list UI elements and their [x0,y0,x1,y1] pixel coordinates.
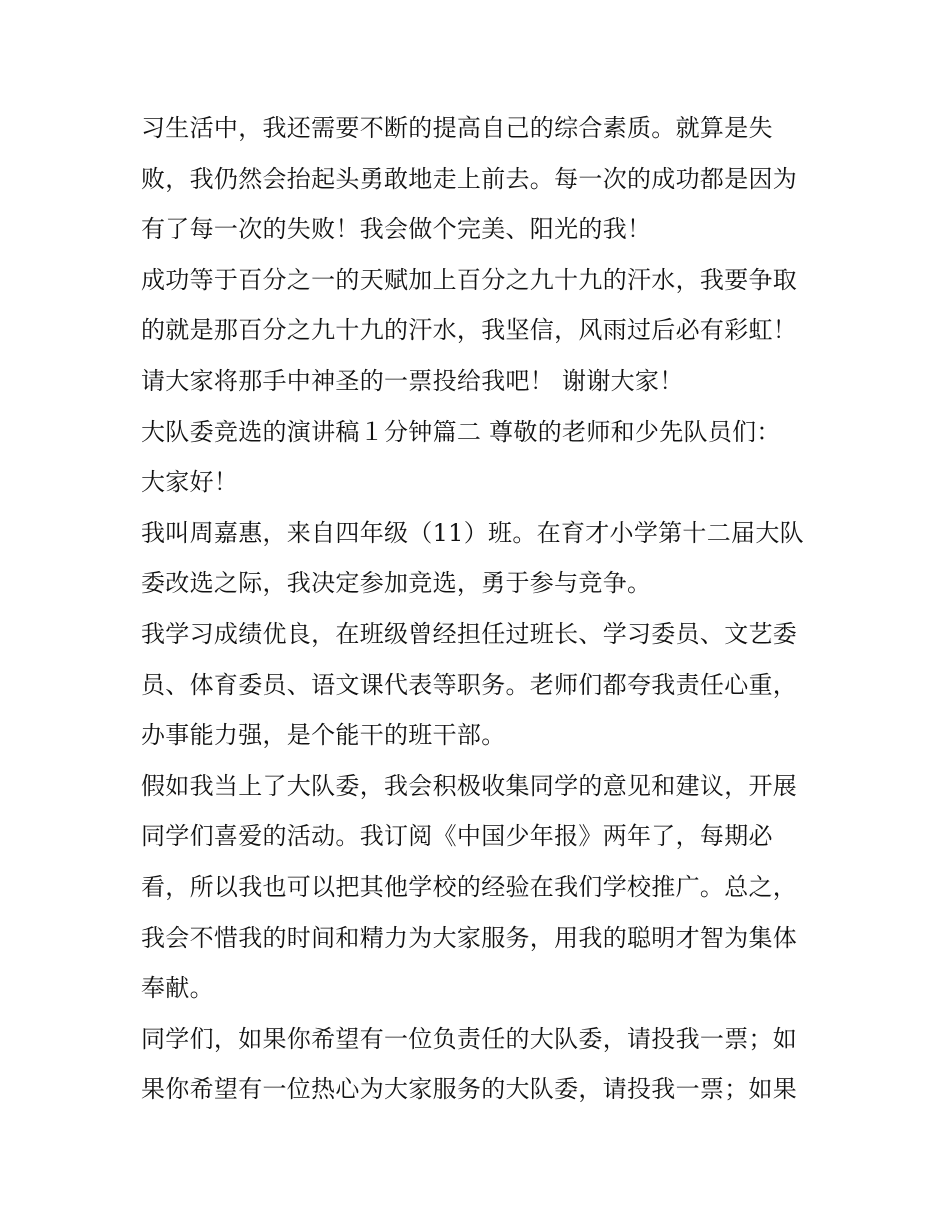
text-line: 我叫周嘉惠，来自四年级（11）班。在育才小学第十二届大队 [141,518,804,547]
text-line: 我会不惜我的时间和精力为大家服务，用我的聪明才智为集体 [141,923,798,952]
text-line: 大家好！ [141,468,239,497]
text-line: 有了每一次的失败！我会做个完美、阳光的我！ [141,215,652,244]
section-heading-line: 大队委竞选的演讲稿１分钟篇二 尊敬的老师和少先队员们： [141,417,781,446]
text-line: 果你希望有一位热心为大家服务的大队委，请投我一票；如果 [141,1075,798,1104]
text-line: 同学们，如果你希望有一位负责任的大队委，请投我一票；如 [141,1024,798,1053]
text-line: 同学们喜爱的活动。我订阅《中国少年报》两年了，每期必 [141,822,773,851]
document-body [141,103,821,1115]
text-line: 假如我当上了大队委，我会积极收集同学的意见和建议，开展 [141,771,798,800]
text-line: 习生活中，我还需要不断的提高自己的综合素质。就算是失 [141,114,773,142]
text-line: 请大家将那手中神圣的一票投给我吧！ 谢谢大家！ [141,366,684,395]
text-line: 看，所以我也可以把其他学校的经验在我们学校推广。总之， [141,872,798,901]
text-line: 委改选之际，我决定参加竞选，勇于参与竞争。 [141,569,652,598]
text-line: 的就是那百分之九十九的汗水，我坚信，风雨过后必有彩虹！ [141,316,798,345]
text-line: 成功等于百分之一的天赋加上百分之九十九的汗水，我要争取 [141,265,798,294]
text-line: 员、体育委员、语文课代表等职务。老师们都夸我责任心重， [141,670,798,699]
text-line: 办事能力强，是个能干的班干部。 [141,721,506,750]
text-line: 奉献。 [141,974,214,1003]
text-line: 败，我仍然会抬起头勇敢地走上前去。每一次的成功都是因为 [141,164,798,193]
text-line: 我学习成绩优良，在班级曾经担任过班长、学习委员、文艺委 [141,619,798,648]
